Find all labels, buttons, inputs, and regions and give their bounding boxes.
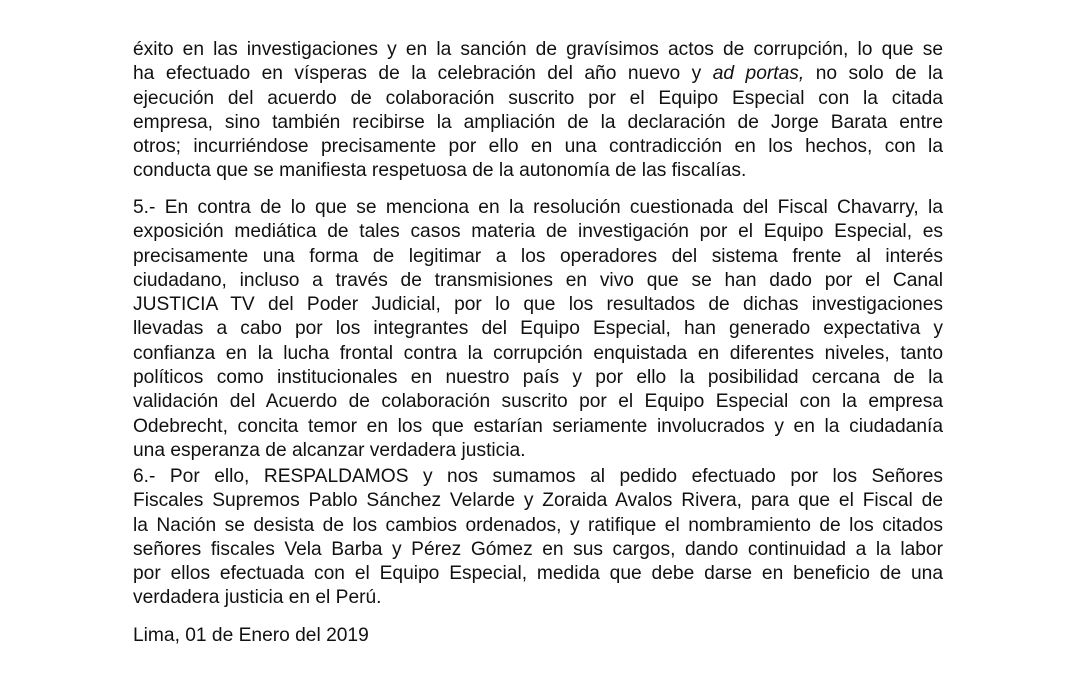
text-line: empresa, sino también recibirse la ampliación de la declaración de Jorge Barata entre [133, 111, 943, 133]
text-line: 6.- Por ello, RESPALDAMOS y nos sumamos al pedido efectuado por los Señores [133, 466, 943, 487]
text-line: políticos como institucionales en nuestro país y por ello la posibilidad cercana de la [133, 367, 943, 389]
text-line: llevadas a cabo por los integrantes del Equipo Especial, han generado expectativa y [133, 318, 943, 340]
text-line: confianza en la lucha frontal contra la corrupción enquistada en diferentes niveles, tanto [133, 342, 943, 364]
text-run: no solo de la [804, 63, 943, 85]
text-line: JUSTICIA TV del Poder Judicial, por lo que los resultados de dichas investigaciones [133, 294, 943, 316]
text-line: 5.- En contra de lo que se menciona en la resolución cuestionada del Fiscal Chavarry, la [133, 197, 943, 218]
text-line: otros; incurriéndose precisamente por ello en una contradicción en los hechos, con la [133, 136, 943, 158]
text-line: ejecución del acuerdo de colaboración suscrito por el Equipo Especial con la citada [133, 87, 943, 109]
closing-place-date [133, 624, 943, 648]
text-line: verdadera justicia en el Perú. [133, 587, 382, 609]
paragraph-5 [133, 196, 943, 463]
text-line: la Nación se desista de los cambios ordenados, y ratifique el nombramiento de los citados [133, 514, 943, 536]
italic-phrase: ad portas, [712, 63, 805, 85]
text-run: ha efectuado en vísperas de la celebración del año nuevo y [133, 63, 713, 85]
text-line: validación del Acuerdo de colaboración suscrito por el Equipo Especial con la empresa [133, 391, 943, 413]
text-line: Odebrecht, concita temor en los que estarían seriamente involucrados y en la ciudadanía [133, 415, 943, 437]
paragraph-6 [133, 465, 943, 611]
paragraph-continuation [133, 38, 943, 184]
text-line: precisamente una forma de legitimar a los operadores del sistema frente al interés [133, 245, 943, 267]
text-line: ciudadano, incluso a través de transmisiones en vivo que se han dado por el Canal [133, 269, 943, 291]
text-line: señores fiscales Vela Barba y Pérez Gómez en sus cargos, dando continuidad a la labor [133, 538, 943, 560]
text-line: una esperanza de alcanzar verdadera justicia. [133, 439, 526, 461]
text-line [133, 62, 943, 86]
text-line: Fiscales Supremos Pablo Sánchez Velarde y Zoraida Avalos Rivera, para que el Fiscal de [133, 490, 943, 512]
text-line: Lima, 01 de Enero del 2019 [133, 625, 369, 646]
text-line: éxito en las investigaciones y en la sanción de gravísimos actos de corrupción, lo que se [133, 39, 943, 60]
text-line: conducta que se manifiesta respetuosa de la autonomía de las fiscalías. [133, 160, 747, 182]
text-line: por ellos efectuada con el Equipo Especial, medida que debe darse en beneficio de una [133, 563, 943, 585]
text-line: exposición mediática de tales casos materia de investigación por el Equipo Especial, es [133, 221, 943, 243]
